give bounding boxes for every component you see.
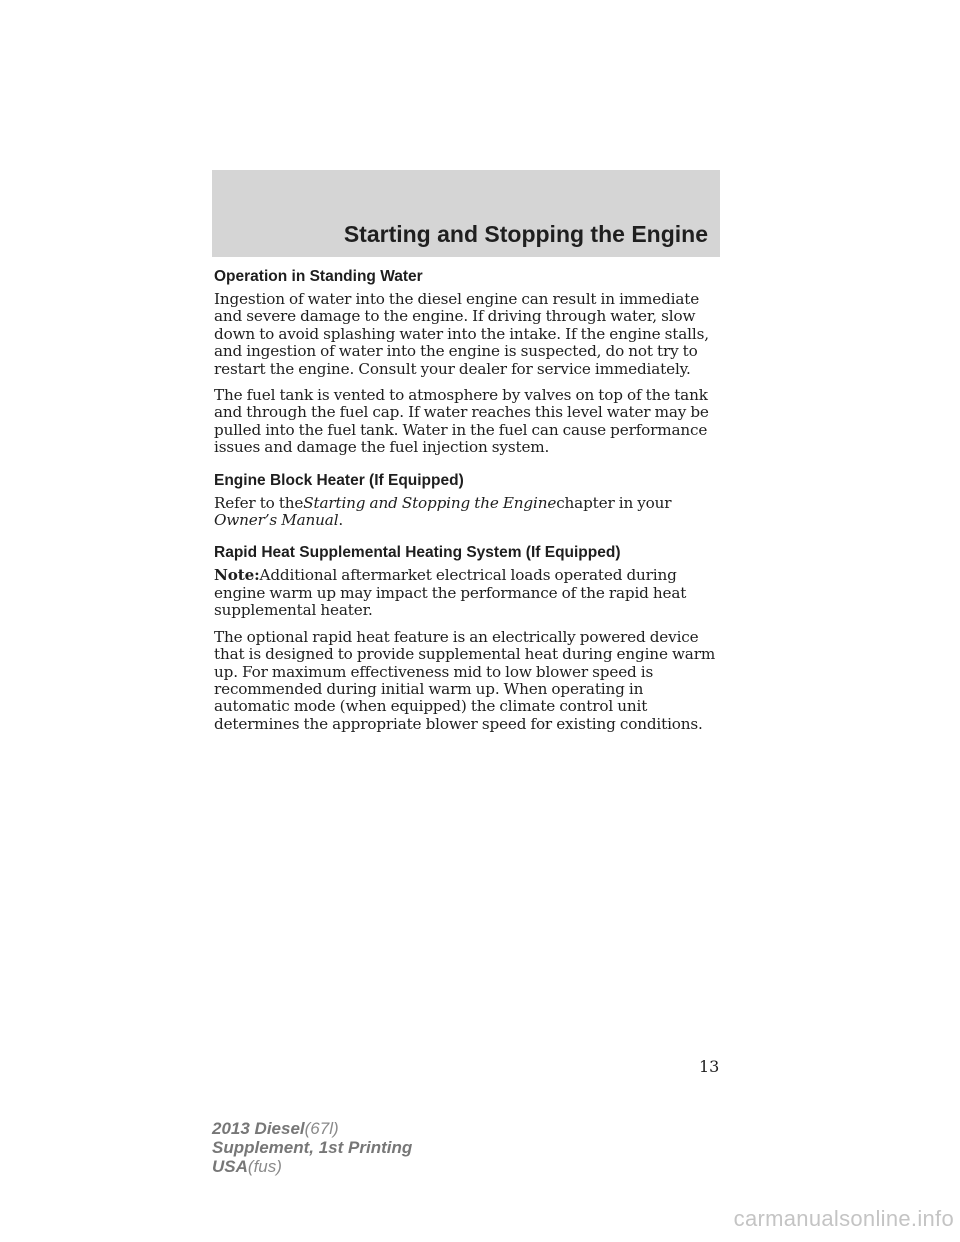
reference-suffix: . xyxy=(338,511,344,530)
reference-manual-title: Owner’s Manual xyxy=(214,511,339,530)
note-text: Additional aftermarket electrical loads operated during engine warm up may impact the performance of the rapid heat supplemental heater. xyxy=(214,566,687,620)
paragraph-rapid-heat-description: The optional rapid heat feature is an electrically powered device that is designed to provide supplemental heat during engine warm up. For maximum effectiveness mid to low blower speed is recommended during initial warm up. When operating in automatic mode (when equipped) the climate control unit determines the appropriate blower speed for existing conditions. xyxy=(214,627,716,733)
chapter-header-band xyxy=(212,170,720,257)
footer-market-code: (fus) xyxy=(247,1157,282,1176)
paragraph-water-ingestion: Ingestion of water into the diesel engine can result in immediate and severe damage to the engine. If driving through water, slow down to avoid splashing water into the intake. If the engine stalls, and ingestion of water into the engine is suspected, do not try to restart the engine. Consult your dealer for service immediately. xyxy=(214,290,709,378)
heading-standing-water: Operation in Standing Water xyxy=(214,268,423,285)
footer-line-3 xyxy=(212,1157,412,1176)
paragraph-block-heater-reference xyxy=(214,495,720,530)
page-number: 13 xyxy=(699,1057,720,1076)
heading-rapid-heat: Rapid Heat Supplemental Heating System (If Equipped) xyxy=(214,544,621,562)
footer-market: USA xyxy=(212,1157,248,1176)
reference-prefix: Refer to the xyxy=(214,493,304,512)
watermark-text: carmanualsonline.info xyxy=(733,1206,954,1231)
footer-line-2: Supplement, 1st Printing xyxy=(212,1138,413,1157)
note-label: Note: xyxy=(214,566,260,585)
footer-line-1 xyxy=(212,1119,412,1138)
reference-middle: chapter in your xyxy=(556,493,672,512)
footer-model: 2013 Diesel xyxy=(212,1119,305,1138)
document-footer xyxy=(212,1119,412,1176)
paragraph-fuel-tank-vent: The fuel tank is vented to atmosphere by valves on top of the tank and through the fuel cap. If water reaches this level water may be pulled into the fuel tank. Water in the fuel can cause performance issues and damage the fuel injection system. xyxy=(214,386,709,457)
page-content xyxy=(214,267,720,742)
paragraph-rapid-heat-note xyxy=(214,567,720,619)
reference-chapter-title: Starting and Stopping the Engine xyxy=(303,493,557,512)
chapter-title: Starting and Stopping the Engine xyxy=(343,221,708,247)
heading-block-heater: Engine Block Heater (If Equipped) xyxy=(214,471,464,489)
footer-model-code: (67l) xyxy=(304,1119,339,1138)
